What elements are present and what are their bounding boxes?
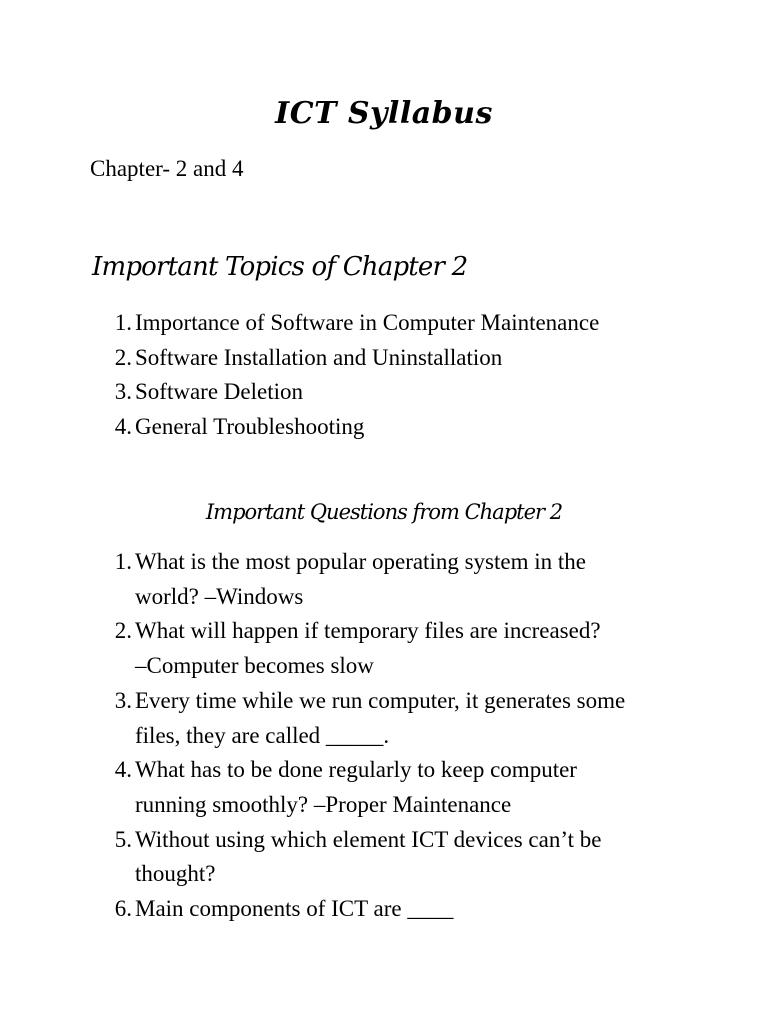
list-item-text: General Troubleshooting	[135, 413, 365, 439]
list-item	[90, 753, 680, 822]
list-item	[90, 684, 680, 753]
list-number: 2.	[114, 618, 132, 644]
list-item	[90, 375, 680, 410]
list-number: 1.	[114, 549, 132, 574]
list-item	[90, 410, 680, 445]
question-line: thought?	[135, 861, 216, 887]
list-item	[90, 341, 680, 376]
list-number: 4.	[114, 413, 132, 439]
list-item-text: Software Deletion	[135, 379, 303, 404]
list-number: 4.	[114, 757, 132, 783]
list-item	[90, 823, 680, 892]
topics-heading: Important Topics of Chapter 2	[92, 252, 468, 282]
list-number: 5.	[114, 826, 132, 852]
question-line: running smoothly? –Proper Maintenance	[135, 791, 512, 817]
list-number: 3.	[114, 379, 132, 404]
question-line: Every time while we run computer, it generates some	[135, 687, 626, 713]
list-number: 3.	[114, 687, 132, 713]
list-number: 1.	[114, 310, 132, 335]
topics-list	[90, 306, 680, 444]
list-item	[90, 545, 680, 614]
question-line: files, they are called _____.	[135, 722, 390, 748]
list-number: 2.	[114, 344, 132, 370]
list-number: 6.	[114, 896, 132, 922]
question-line: What has to be done regularly to keep computer	[135, 757, 577, 783]
list-item-text: Importance of Software in Computer Maintenance	[135, 310, 600, 335]
question-line: –Computer becomes slow	[135, 653, 374, 679]
list-item	[90, 892, 680, 927]
list-item	[90, 306, 680, 341]
list-item-text: Software Installation and Uninstallation	[135, 344, 503, 370]
question-line: world? –Windows	[135, 583, 304, 609]
chapter-subtitle: Chapter- 2 and 4	[90, 156, 244, 181]
document-title: ICT Syllabus	[275, 96, 493, 131]
question-line: What will happen if temporary files are increased?	[135, 618, 601, 644]
questions-heading: Important Questions from Chapter 2	[205, 500, 563, 524]
questions-list	[90, 545, 680, 927]
question-line: Without using which element ICT devices can’t be	[135, 826, 602, 852]
list-item	[90, 614, 680, 683]
question-line: Main components of ICT are ____	[135, 896, 454, 922]
question-line: What is the most popular operating system in the	[135, 549, 586, 574]
